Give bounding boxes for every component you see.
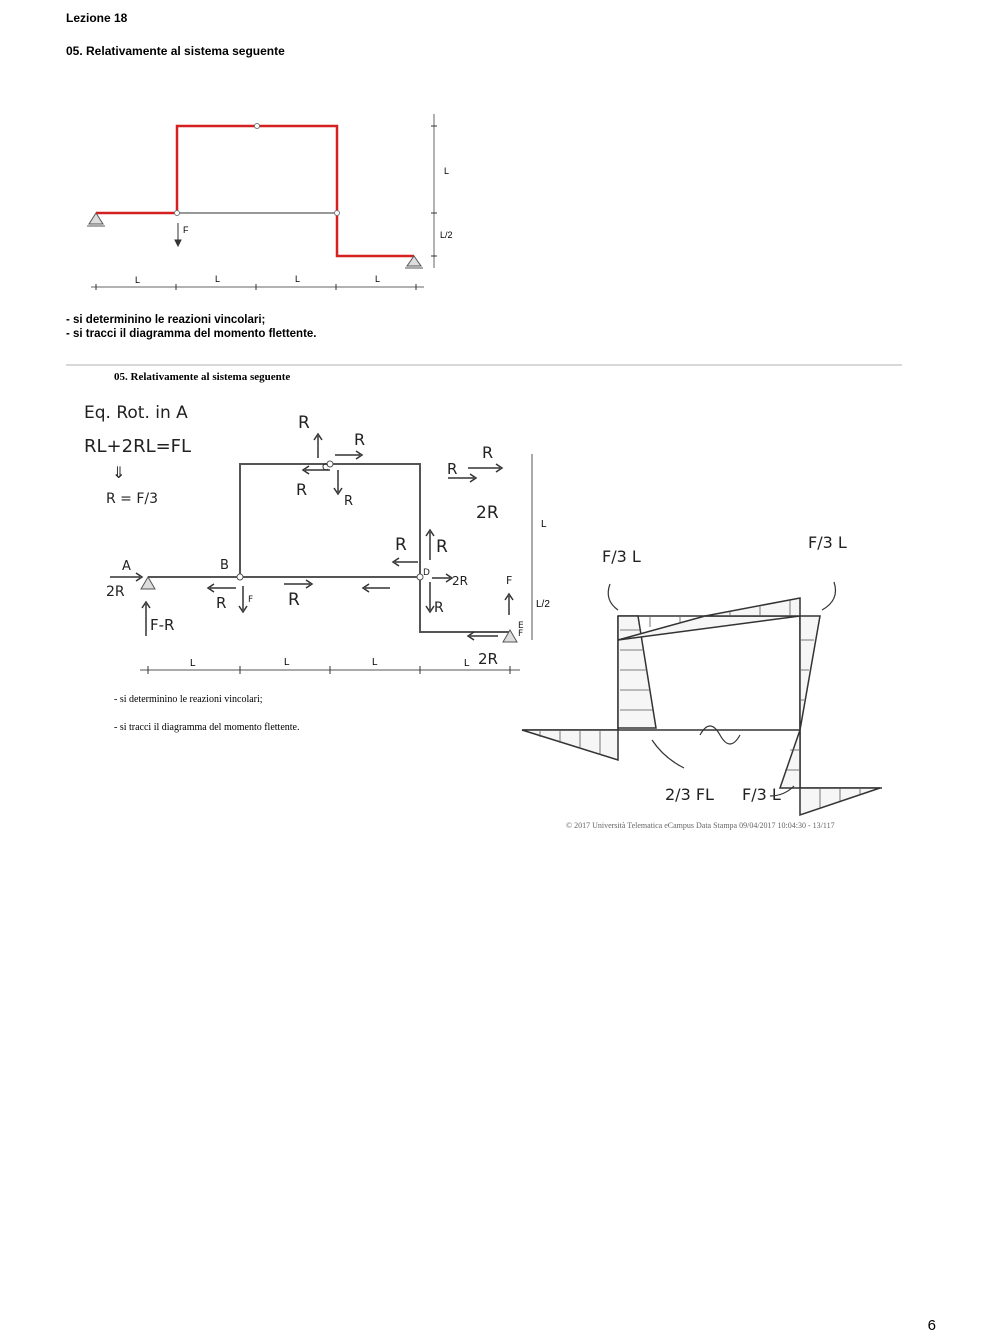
force-label: R bbox=[447, 460, 458, 478]
note-equation: RL+2RL=FL bbox=[84, 436, 192, 457]
moment-diagram bbox=[522, 598, 882, 815]
node-b: B bbox=[220, 558, 229, 573]
force-label: F bbox=[248, 595, 254, 605]
force-label: F bbox=[506, 574, 513, 587]
lesson-title: Lezione 18 bbox=[66, 11, 128, 25]
scan-footer: © 2017 Università Telematica eCampus Data Stampa 09/04/2017 10:04:30 - 13/117 bbox=[566, 821, 835, 830]
force-label: R bbox=[436, 537, 448, 557]
height-label: L/2 bbox=[440, 230, 453, 240]
scan-title: 05. Relativamente al sistema seguente bbox=[114, 371, 291, 383]
question-title: 05. Relativamente al sistema seguente bbox=[66, 44, 285, 58]
note-eq: Eq. Rot. in A bbox=[84, 403, 188, 423]
scan-span-label: L bbox=[190, 658, 196, 669]
node-a: A bbox=[122, 559, 131, 574]
page-number: 6 bbox=[927, 1317, 936, 1334]
node-c: C bbox=[322, 463, 329, 473]
load-label: F bbox=[183, 225, 189, 235]
force-label: R bbox=[288, 590, 300, 610]
scan-task: - si tracci il diagramma del momento flettente. bbox=[114, 722, 300, 733]
force-label: R bbox=[344, 494, 354, 509]
span-label: L bbox=[375, 274, 381, 284]
span-label: L bbox=[135, 275, 141, 285]
force-label: R bbox=[482, 443, 494, 462]
scan-height-label: L/2 bbox=[536, 599, 550, 610]
force-label: R bbox=[216, 594, 227, 612]
force-label: 2R bbox=[106, 584, 125, 600]
moment-label: F/3 L bbox=[808, 533, 847, 552]
moment-label: 2/3 FL bbox=[665, 785, 714, 804]
curl-mark bbox=[700, 726, 740, 744]
scan-span-label: L bbox=[372, 657, 378, 668]
force-label: R bbox=[296, 480, 308, 499]
note-result: R = F/3 bbox=[106, 491, 159, 507]
force-label: F bbox=[518, 629, 524, 639]
scan-frame bbox=[148, 464, 513, 632]
moment-label: F/3 L bbox=[742, 785, 781, 804]
force-label: F-R bbox=[150, 616, 175, 634]
node-e: E bbox=[518, 621, 524, 631]
force-label: 2R bbox=[478, 650, 498, 668]
force-label: 2R bbox=[476, 503, 499, 523]
scan-height-label: L bbox=[541, 519, 547, 530]
force-label: R bbox=[434, 600, 444, 616]
force-label: 2R bbox=[452, 574, 468, 588]
task-1: - si determinino le reazioni vincolari; bbox=[66, 314, 266, 326]
span-label: L bbox=[215, 274, 221, 284]
moment-label: F/3 L bbox=[602, 547, 641, 566]
scan-task: - si determinino le reazioni vincolari; bbox=[114, 694, 263, 705]
height-label: L bbox=[444, 166, 450, 176]
force-label: R bbox=[298, 413, 310, 433]
force-label: R bbox=[395, 535, 407, 555]
node-d: D bbox=[423, 568, 430, 578]
span-label: L bbox=[295, 274, 301, 284]
scan-left bbox=[84, 371, 550, 733]
task-2: - si tracci il diagramma del momento flettente. bbox=[66, 328, 317, 340]
scan-span-label: L bbox=[284, 657, 290, 668]
note-implies: ⇓ bbox=[112, 463, 126, 482]
scan-span-label: L bbox=[464, 658, 470, 669]
force-label: R bbox=[354, 430, 366, 449]
